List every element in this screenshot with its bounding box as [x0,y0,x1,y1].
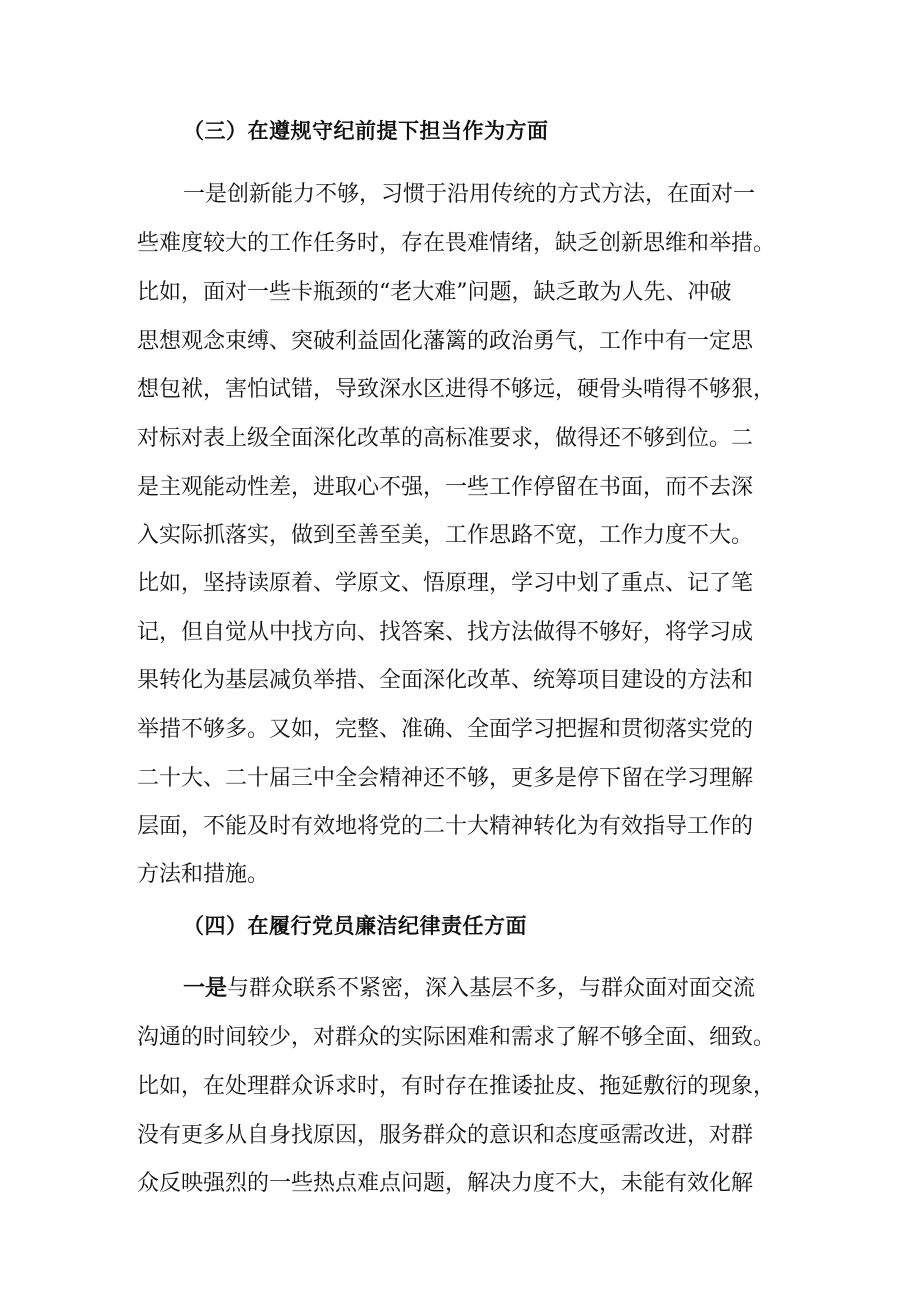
paragraph-line: 是主观能动性差，进取心不强，一些工作停留在书面，而不去深 [137,475,754,500]
paragraph-line: 入实际抓落实，做到至善至美，工作思路不宽，工作力度不大。 [137,523,754,548]
section-heading-4: （四）在履行党员廉洁纪律责任方面 [183,914,527,938]
paragraph-line: 方法和措施。 [137,862,270,887]
paragraph-line: 层面，不能及时有效地将党的二十大精神转化为有效指导工作的 [137,814,754,839]
paragraph-line: 对标对表上级全面深化改革的高标准要求，做得还不够到位。二 [137,426,754,451]
section-heading-3: （三）在遵规守纪前提下担当作为方面 [183,119,549,143]
paragraph-line: 比如，在处理群众诉求时，有时存在推诿扯皮、拖延敷衍的现象， [137,1074,776,1099]
paragraph-line-rest: 与群众联系不紧密，深入基层不多，与群众面对面交流 [227,976,756,1001]
paragraph-line: 果转化为基层减负举措、全面深化改革、统筹项目建设的方法和 [137,668,754,693]
paragraph-line: 比如，面对一些卡瓶颈的“老大难”问题，缺乏敢为人先、冲破 [137,280,732,305]
paragraph-line: 一是创新能力不够，习惯于沿用传统的方式方法，在面对一 [183,182,756,207]
paragraph-line: 举措不够多。又如，完整、准确、全面学习把握和贯彻落实党的 [137,717,754,742]
paragraph-lead: 一是 [183,976,228,1001]
paragraph-line: 想包袱，害怕试错，导致深水区进得不够远，硬骨头啃得不够狠， [137,377,776,402]
paragraph-line: 比如，坚持读原着、学原文、悟原理，学习中划了重点、记了笔 [137,571,754,596]
paragraph-line: 些难度较大的工作任务时，存在畏难情绪，缺乏创新思维和举措。 [137,231,776,256]
paragraph-line: 二十大、二十届三中全会精神还不够，更多是停下留在学习理解 [137,766,754,791]
paragraph-line: 记，但自觉从中找方向、找答案、找方法做得不够好，将学习成 [137,620,754,645]
paragraph-line: 沟通的时间较少，对群众的实际困难和需求了解不够全面、细致。 [137,1025,776,1050]
paragraph-line: 思想观念束缚、突破利益固化藩篱的政治勇气，工作中有一定思 [137,329,754,354]
paragraph-line: 没有更多从自身找原因，服务群众的意识和态度亟需改进，对群 [137,1123,754,1148]
paragraph-line: 众反映强烈的一些热点难点问题，解决力度不大，未能有效化解 [137,1171,754,1196]
paragraph-line [183,974,755,1003]
